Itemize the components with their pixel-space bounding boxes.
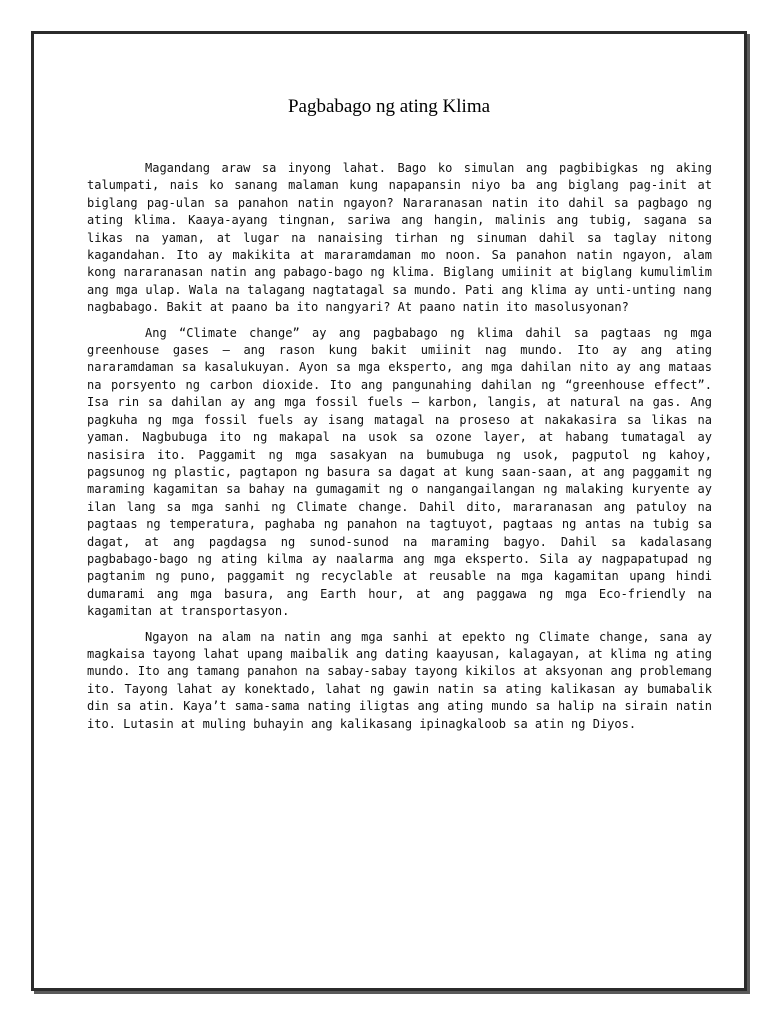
paragraph-conclusion: Ngayon na alam na natin ang mga sanhi at epekto ng Climate change, sana ay magkaisa tayong lahat upang maibalik ang dating kaayusan, kalagayan, at klima ng ating mundo. Ito ang tamang panahon na sabay-sabay tayong kikilos at aksyonan ang problemang ito. Tayong lahat ay konektado, lahat ng gawin natin sa ating kalikasan ay bumabalik din sa atin. Kaya’t sama-sama nating iligtas ang ating mundo sa halip na sirain natin ito. Lutasin at muling buhayin ang kalikasang ipinagkaloob sa atin ng Diyos. bbox=[87, 629, 712, 731]
paragraph-causes: Ang “Climate change” ay ang pagbabago ng klima dahil sa pagtaas ng mga greenhouse gases – ang rason kung bakit umiinit nag mundo. Ito ay ang ating nararamdaman sa kasalukuyan. Ayon sa mga eksperto, ang mga dahilan nito ay ang mataas na porsyento ng carbon dioxide. Ito ang pangunahing dahilan ng “greenhouse effect”. Isa rin sa dahilan ay ang mga fossil fuels – karbon, langis, at natural na gas. Ang pagkuha ng mga fossil fuels ay isang matagal na proseso at nakakasira sa likas na yaman. Nagbubuga ito ng makapal na usok sa ozone layer, at habang tumatagal ay nasisira ito. Paggamit ng mga sasakyan na bumubuga ng usok, pagputol ng kahoy, pagsunog ng plastic, pagtapon ng basura sa dagat at kung saan-saan, at ang paggamit ng maraming kagamitan sa bahay na gumagamit ng o nangangailangan ng malaking kuryente ay ilan lang sa mga sanhi ng Climate change. Dahil dito, mararanasan ang patuloy na pagtaas ng temperatura, paghaba ng panahon na tagtuyot, pagtaas ng antas na tubig sa dagat, at ang pagdagsa ng sunod-sunod na maraming bagyo. Dahil sa kadalasang pagbabago-bago ng ating kilma ay naalarma ang mga eksperto. Sila ay nagpapatupad ng pagtanim ng puno, paggamit ng recyclable at reusable na mga kagamitan upang hindi dumarami ang mga basura, ang Earth hour, at ang paggawa ng mga Eco-friendly na kagamitan at transportasyon. bbox=[87, 325, 712, 619]
paragraph-intro: Magandang araw sa inyong lahat. Bago ko simulan ang pagbibigkas ng aking talumpati, nais ko sanang malaman kung napapansin niyo ba ang biglang pag-init at biglang pag-ulan sa panahon natin ngayon? Nararanasan natin ito dahil sa pagbago ng ating klima. Kaaya-ayang tingnan, sariwa ang hangin, malinis ang tubig, sagana sa likas na yaman, at lugar na nanaising tirhan ng sinuman dahil sa taglay nitong kagandahan. Ito ay makikita at mararamdaman mo noon. Sa panahon natin ngayon, alam kong nararanasan natin ang pabago-bago ng klima. Biglang umiinit at biglang kumulimlim ang mga ulap. Wala na talagang nagtatagal sa mundo. Pati ang klima ay unti-unting nang nagbabago. Bakit at paano ba ito nangyari? At paano natin ito masolusyonan? bbox=[87, 161, 712, 315]
document-title: Pagbabago ng ating Klima bbox=[287, 96, 491, 117]
document-body bbox=[87, 160, 712, 741]
document-page bbox=[31, 31, 747, 991]
